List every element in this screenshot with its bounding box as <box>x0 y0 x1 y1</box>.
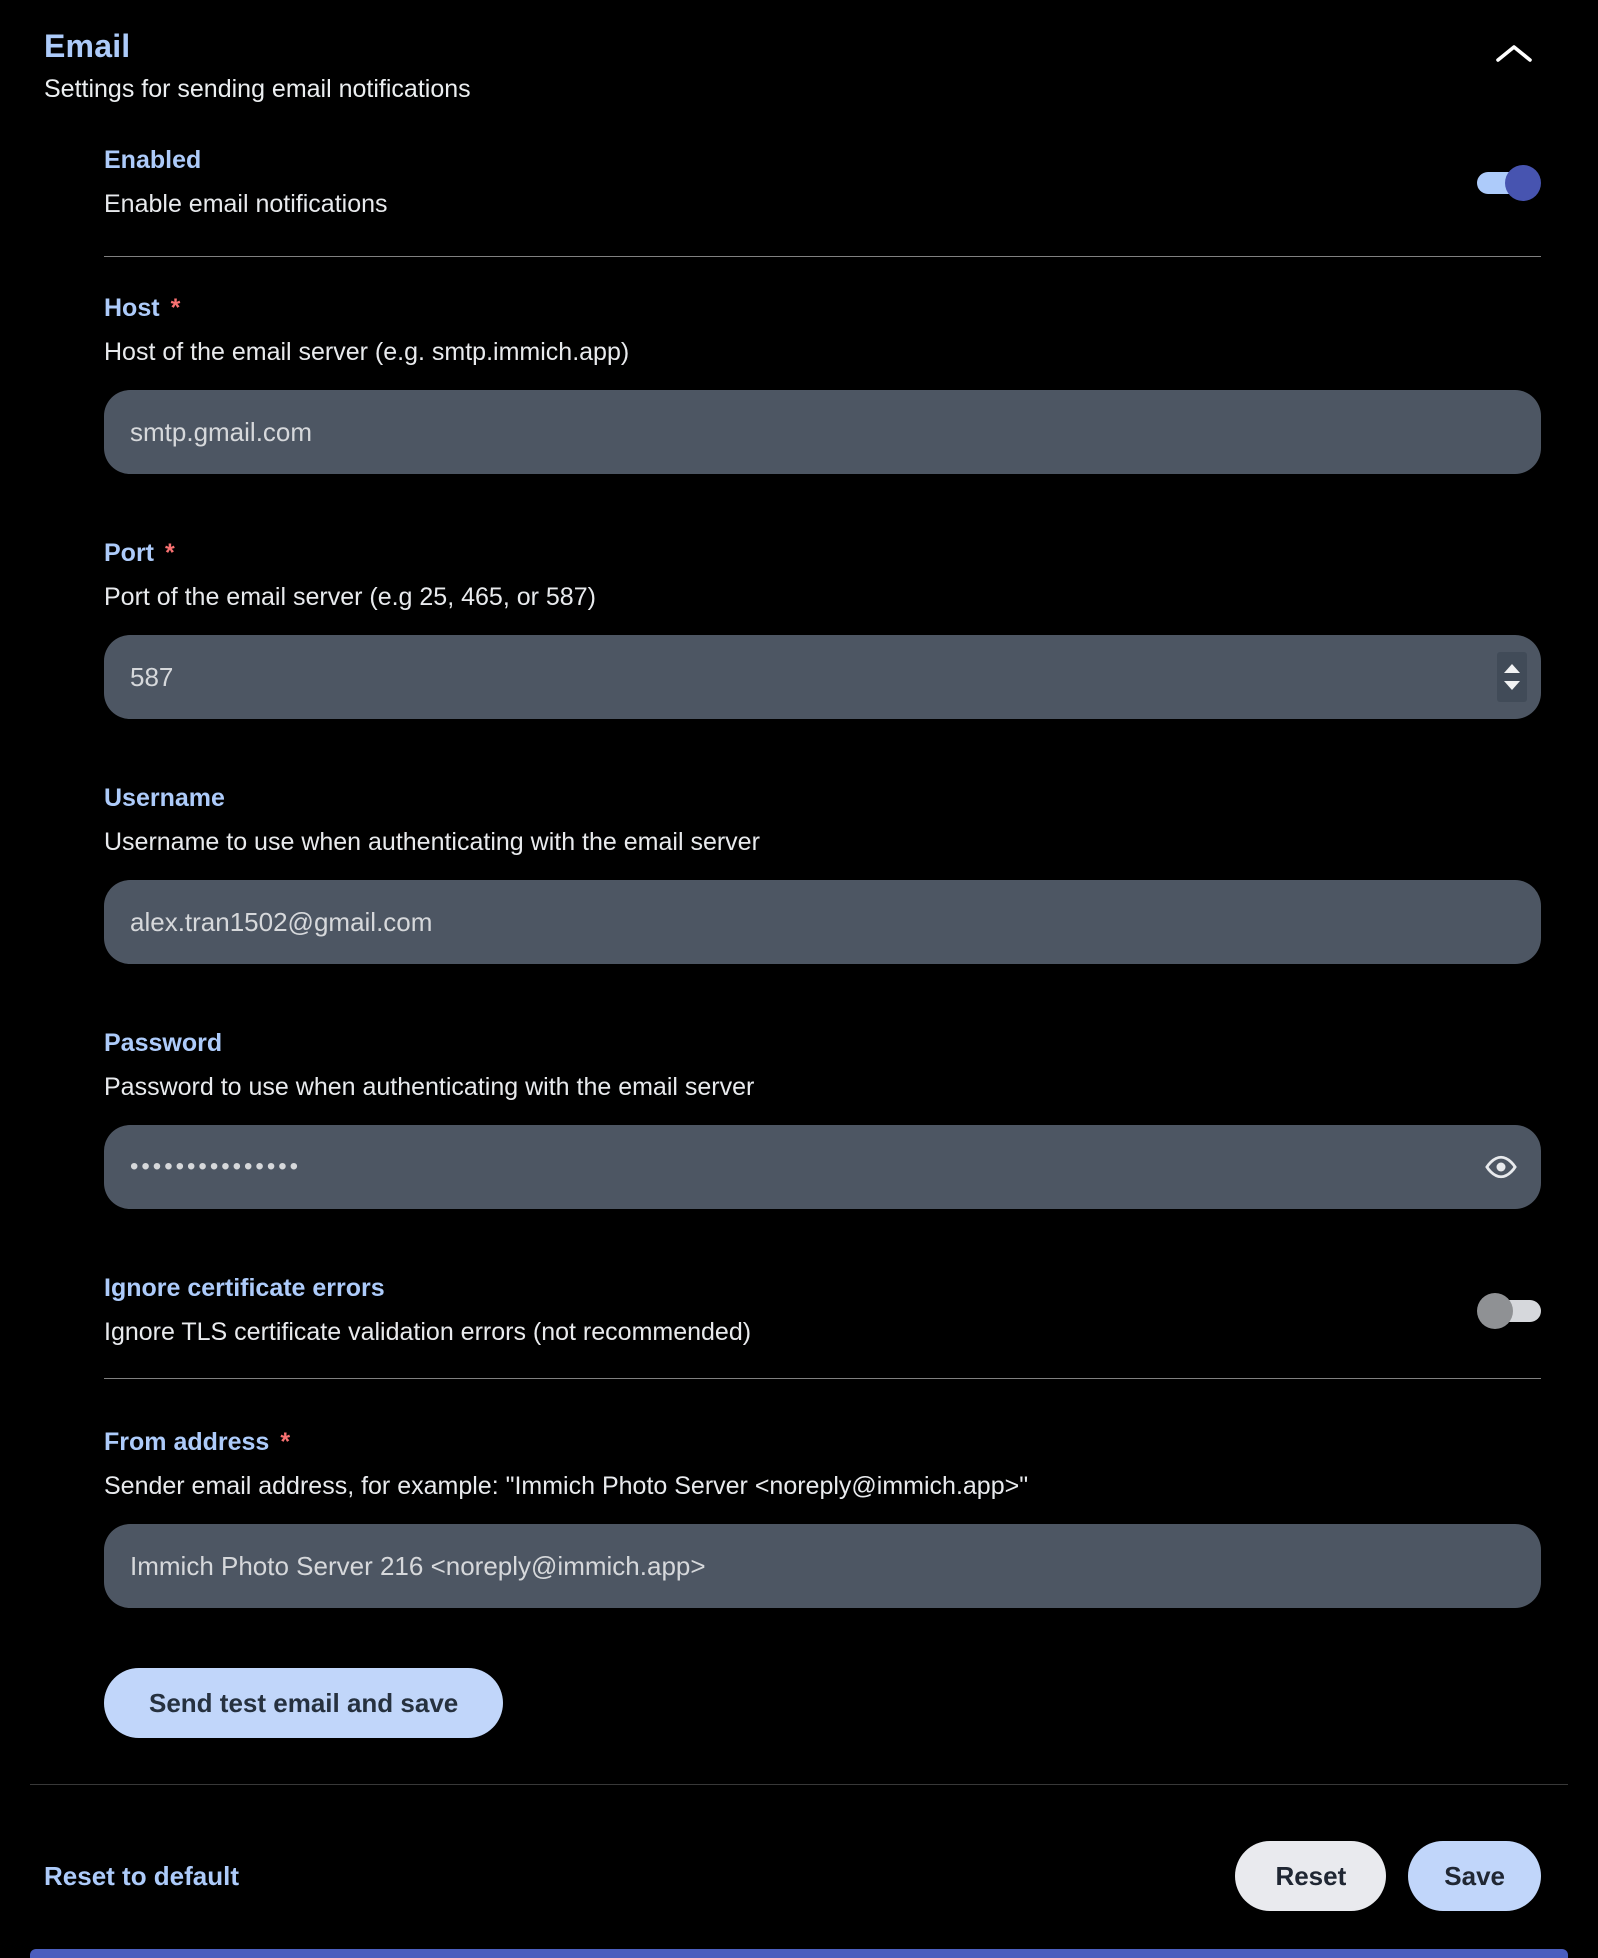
section-header-text <box>44 28 471 105</box>
port-input-wrap <box>104 635 1541 719</box>
footer-buttons <box>1235 1841 1541 1911</box>
toggle-knob <box>1505 165 1541 201</box>
port-label: Port <box>104 539 154 567</box>
port-description: Port of the email server (e.g 25, 465, or 587) <box>104 583 596 611</box>
setting-row-enabled <box>104 145 1541 220</box>
ignore-cert-toggle[interactable] <box>1477 1293 1541 1329</box>
setting-row-port <box>104 538 1541 719</box>
password-description: Password to use when authenticating with the email server <box>104 1073 755 1101</box>
setting-row-from-address <box>104 1427 1541 1608</box>
from-address-input[interactable] <box>104 1524 1541 1608</box>
ignore-cert-description: Ignore TLS certificate validation errors (not recommended) <box>104 1318 752 1346</box>
host-description: Host of the email server (e.g. smtp.immich.app) <box>104 338 630 366</box>
password-input-wrap <box>104 1125 1541 1209</box>
send-test-email-button[interactable]: Send test email and save <box>104 1668 503 1738</box>
enabled-toggle[interactable] <box>1477 165 1541 201</box>
port-input[interactable] <box>104 635 1541 719</box>
setting-row-host <box>104 293 1541 474</box>
divider <box>104 256 1541 257</box>
stepper-up-icon[interactable] <box>1504 664 1520 673</box>
reset-to-default-link[interactable]: Reset to default <box>44 1860 240 1891</box>
password-input[interactable] <box>104 1125 1541 1209</box>
host-label-row <box>104 293 1541 324</box>
settings-footer <box>44 1841 1541 1911</box>
page-title: Email <box>44 28 131 64</box>
enabled-description: Enable email notifications <box>104 190 388 218</box>
username-label: Username <box>104 784 225 812</box>
port-label-row <box>104 538 1541 569</box>
save-button[interactable]: Save <box>1408 1841 1541 1911</box>
enabled-label: Enabled <box>104 146 202 174</box>
host-input[interactable] <box>104 390 1541 474</box>
from-address-label-row <box>104 1427 1541 1458</box>
setting-row-ignore-cert <box>104 1273 1541 1348</box>
password-label-row <box>104 1028 1541 1059</box>
eye-icon <box>1483 1154 1519 1180</box>
chevron-up-icon <box>1493 42 1535 66</box>
required-asterisk: * <box>165 539 175 567</box>
host-input-wrap <box>104 390 1541 474</box>
stepper-down-icon[interactable] <box>1504 681 1520 690</box>
required-asterisk: * <box>280 1428 291 1456</box>
reset-button[interactable]: Reset <box>1235 1841 1386 1911</box>
required-asterisk: * <box>170 294 181 322</box>
toggle-knob <box>1477 1293 1513 1329</box>
username-input-wrap <box>104 880 1541 964</box>
setting-row-username <box>104 783 1541 964</box>
setting-enabled-text <box>104 145 388 220</box>
password-label: Password <box>104 1029 223 1057</box>
from-address-input-wrap <box>104 1524 1541 1608</box>
settings-form <box>104 145 1541 1738</box>
host-label: Host <box>104 294 160 322</box>
setting-row-password <box>104 1028 1541 1209</box>
from-address-label: From address <box>104 1428 270 1456</box>
page-subtitle: Settings for sending email notifications <box>44 75 471 103</box>
show-password-button[interactable] <box>1483 1154 1519 1180</box>
username-description: Username to use when authenticating with the email server <box>104 828 760 856</box>
divider <box>104 1378 1541 1379</box>
ignore-cert-label: Ignore certificate errors <box>104 1274 385 1302</box>
collapse-section-button[interactable] <box>1487 28 1541 83</box>
section-header <box>44 28 1541 105</box>
number-stepper[interactable] <box>1497 652 1527 702</box>
bottom-accent-bar <box>30 1949 1568 1958</box>
ignore-cert-text <box>104 1273 751 1348</box>
from-address-description: Sender email address, for example: "Immich Photo Server <noreply@immich.app>" <box>104 1472 1029 1500</box>
footer-divider <box>30 1784 1568 1785</box>
username-input[interactable] <box>104 880 1541 964</box>
username-label-row <box>104 783 1541 814</box>
